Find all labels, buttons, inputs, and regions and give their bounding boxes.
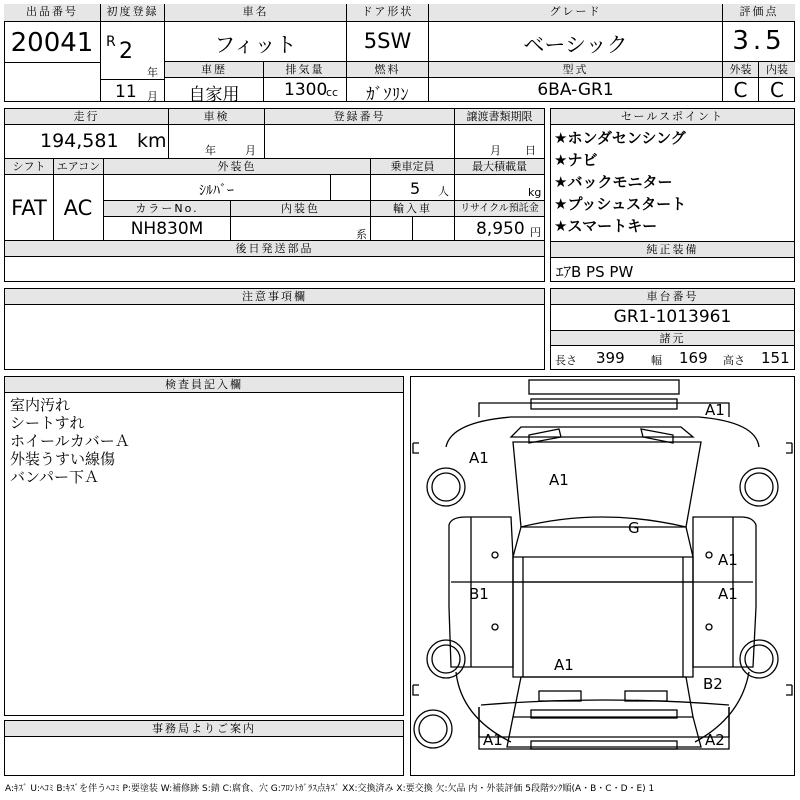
door-label: ドア形状 (347, 4, 428, 22)
sales-point-item: ★ホンダセンシング (554, 129, 686, 147)
length-label: 長さ (555, 354, 577, 367)
sales-point-item: ★スマートキー (554, 217, 658, 235)
int-label: 内装 (759, 62, 795, 78)
chassis-label: 車台番号 (551, 289, 794, 305)
remarks-list (10, 396, 400, 486)
recycle-unit: 円 (530, 226, 541, 239)
inspector-box (4, 376, 404, 716)
mileage-unit: km (137, 130, 167, 152)
notes-label: 注意事項欄 (5, 289, 544, 305)
damage-mark: A1 (483, 731, 503, 749)
intcolor-unit: 系 (356, 228, 367, 241)
damage-mark: A1 (718, 585, 738, 603)
score-cell (723, 4, 795, 62)
damage-mark: B1 (469, 585, 489, 603)
damage-mark: A1 (469, 449, 489, 467)
sales-point-item: ★バックモニター (554, 173, 673, 191)
damage-mark: A2 (705, 731, 725, 749)
fuel-cell (347, 62, 429, 105)
grade: ベーシック (523, 33, 628, 57)
capacity-label: 乗車定員 (370, 159, 454, 175)
car-diagram-svg (411, 377, 794, 775)
color-number: NH830M (130, 219, 204, 239)
dims-label: 諸元 (551, 330, 794, 346)
height-label: 高さ (723, 354, 745, 367)
model-code: 6BA-GR1 (537, 80, 614, 100)
shift-label: シフト (5, 159, 53, 175)
damage-mark: A1 (705, 401, 725, 419)
damage-diagram (410, 376, 795, 776)
exterior-color: ｼﾙﾊﾞｰ (199, 183, 234, 199)
shift: FAT (11, 196, 47, 220)
capacity-unit: 人 (438, 185, 449, 198)
sales-point-item: ★ナビ (554, 151, 598, 169)
first-reg-cell (101, 4, 165, 102)
later-parts-label: 後日発送部品 (5, 241, 544, 257)
history-cell (165, 62, 264, 105)
capacity: 5 (410, 179, 421, 198)
disp-unit: cc (326, 86, 339, 99)
month-unit: 月 (147, 90, 158, 103)
remark-line: バンパー下Ａ (10, 468, 99, 486)
history: 自家用 (188, 85, 240, 105)
sales-points-box (550, 108, 795, 282)
intcolor-label: 内装色 (230, 201, 370, 217)
height: 151 (761, 349, 790, 367)
office-label: 事務局よりご案内 (5, 721, 403, 737)
fuel-label: 燃料 (347, 62, 428, 78)
history-label: 車歴 (165, 62, 263, 78)
remark-line: 室内汚れ (10, 396, 71, 414)
colorno-label: カラーNo. (104, 201, 230, 217)
door-shape: 5SW (363, 29, 412, 53)
ext-rating: C (733, 78, 748, 102)
lot-cell (4, 4, 101, 102)
insp-month-unit: 月 (245, 144, 256, 157)
transfer-label: 譲渡書類期限 (454, 109, 544, 125)
reg-year: 2 (119, 39, 133, 64)
damage-mark: A1 (549, 471, 569, 489)
int-rating-cell (759, 62, 795, 102)
sales-points-list (554, 127, 794, 237)
import-label: 輸入車 (370, 201, 454, 217)
legend-text: A:ｷｽﾞ U:ﾍｺﾐ B:ｷｽﾞを伴うﾍｺﾐ P:要塗装 W:補修跡 S:錆 C:腐食、穴 G:ﾌﾛﾝﾄｶﾞﾗｽ点ｷｽﾞ XX:交換済み X:要交換 欠:欠品 内・外装評価 5段階ﾗﾝｸ順(A・B・C・D・E) 1 (5, 784, 655, 794)
ac: AC (63, 196, 93, 220)
remark-line: ホイールカバーＡ (10, 432, 130, 450)
insp-year-unit: 年 (205, 144, 216, 157)
equipment-label: 純正装備 (551, 241, 794, 258)
load-label: 最大積載量 (454, 159, 544, 175)
era: R (106, 34, 116, 50)
reg-month: 11 (115, 82, 137, 102)
lot-label: 出品番号 (4, 4, 100, 22)
ext-label: 外装 (723, 62, 758, 78)
disp-label: 排気量 (264, 62, 346, 78)
remark-line: 外装うすい線傷 (10, 450, 116, 468)
first-reg-label: 初度登録 (101, 4, 164, 22)
equipment-value: ｴｱB PS PW (556, 263, 634, 281)
width-label: 幅 (651, 354, 662, 367)
fuel: ｶﾞｿﾘﾝ (366, 85, 409, 105)
sales-points-label: セールスポイント (551, 109, 794, 125)
inspection-label: 車検 (168, 109, 264, 125)
chassis-box (550, 288, 795, 370)
grade-cell (429, 4, 723, 62)
recycle-fee: 8,950 (476, 219, 525, 239)
length: 399 (596, 349, 625, 367)
transfer-day-unit: 日 (525, 144, 536, 157)
width: 169 (679, 349, 708, 367)
displacement: 1300 (284, 80, 328, 100)
damage-mark: G (628, 519, 640, 537)
mileage: 194,581 (40, 130, 119, 152)
notes-box (4, 288, 545, 370)
score: 3.5 (732, 26, 786, 56)
remark-line: シートすれ (10, 414, 85, 432)
mileage-label: 走行 (5, 109, 168, 125)
lot-number: 20041 (10, 28, 94, 58)
color-label: 外装色 (103, 159, 370, 175)
car-name-label: 車名 (165, 4, 346, 22)
sales-point-item: ★プッシュスタート (554, 195, 687, 213)
ext-rating-cell (723, 62, 759, 102)
damage-mark: A1 (718, 551, 738, 569)
chassis-number: GR1-1013961 (613, 307, 732, 327)
ac-label: エアコン (53, 159, 103, 175)
plate-label: 登録番号 (264, 109, 454, 125)
damage-mark: B2 (703, 675, 723, 693)
car-name-cell (165, 4, 347, 62)
year-unit: 年 (147, 66, 158, 79)
inspector-label: 検査員記入欄 (5, 377, 403, 393)
model-label: 型式 (429, 62, 722, 78)
score-label: 評価点 (723, 4, 795, 22)
recycle-label: リサイクル預託金 (454, 201, 544, 217)
int-rating: C (770, 78, 784, 102)
damage-mark: A1 (554, 656, 574, 674)
displacement-cell (264, 62, 347, 102)
model-cell (429, 62, 723, 102)
load-unit: kg (528, 186, 542, 199)
transfer-month-unit: 月 (490, 144, 501, 157)
office-box (4, 720, 404, 776)
grade-label: グレード (429, 4, 722, 22)
car-name: フィット (214, 33, 297, 57)
door-cell (347, 4, 429, 62)
